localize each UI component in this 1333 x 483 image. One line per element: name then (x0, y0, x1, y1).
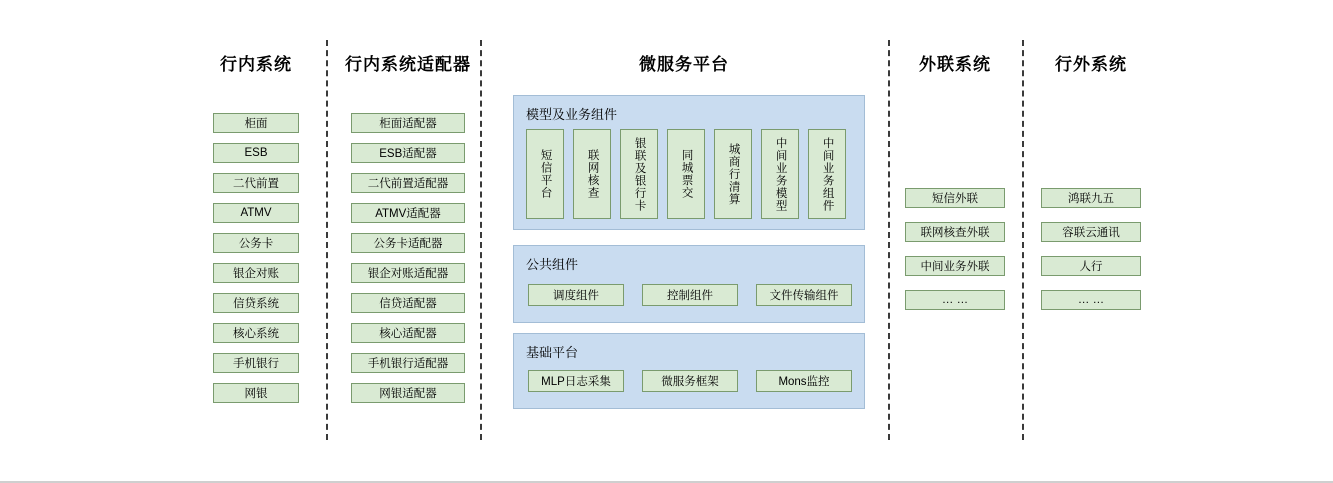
column-title-outside: 行外系统 (1055, 55, 1127, 74)
list-item[interactable]: 手机银行适配器 (351, 353, 465, 373)
list-item[interactable]: 银企对账适配器 (351, 263, 465, 283)
component-box[interactable]: 微服务框架 (642, 370, 738, 392)
list-item[interactable]: ATMV适配器 (351, 203, 465, 223)
outside-items-list (1026, 188, 1156, 310)
column-title-platform: 微服务平台 (639, 55, 729, 74)
list-item[interactable]: 信贷系统 (213, 293, 299, 313)
list-item[interactable]: 二代前置适配器 (351, 173, 465, 193)
component-box[interactable]: 同城票交 (667, 129, 705, 219)
list-item[interactable]: 公务卡适配器 (351, 233, 465, 253)
model-components-row (526, 129, 846, 219)
panel-title-base: 基础平台 (526, 345, 579, 360)
list-item[interactable]: … … (1041, 290, 1141, 310)
panel-title-model-business: 模型及业务组件 (526, 107, 618, 122)
list-item[interactable]: 短信外联 (905, 188, 1005, 208)
panel-base-platform (513, 333, 865, 409)
base-platform-row (528, 370, 852, 392)
list-item[interactable]: … … (905, 290, 1005, 310)
panel-title-common: 公共组件 (526, 257, 579, 272)
divider-1 (326, 40, 328, 440)
common-components-row (528, 284, 852, 306)
component-box[interactable]: Mons监控 (756, 370, 852, 392)
list-item[interactable]: 柜面 (213, 113, 299, 133)
list-item[interactable]: 网银 (213, 383, 299, 403)
internal-items-list (188, 113, 324, 403)
list-item[interactable]: 柜面适配器 (351, 113, 465, 133)
component-box[interactable]: 调度组件 (528, 284, 624, 306)
adapter-items-list (340, 113, 476, 403)
component-box[interactable]: 中间业务模型 (761, 129, 799, 219)
list-item[interactable]: 人行 (1041, 256, 1141, 276)
list-item[interactable]: 容联云通讯 (1041, 222, 1141, 242)
component-box[interactable]: 短信平台 (526, 129, 564, 219)
list-item[interactable]: 鸿联九五 (1041, 188, 1141, 208)
column-outside-systems (1026, 50, 1156, 324)
component-box[interactable]: 文件传输组件 (756, 284, 852, 306)
list-item[interactable]: 银企对账 (213, 263, 299, 283)
component-box[interactable]: 控制组件 (642, 284, 738, 306)
column-external-link-systems (890, 50, 1020, 324)
column-title-adapters: 行内系统适配器 (345, 55, 471, 74)
component-box[interactable]: 银联及银行卡 (620, 129, 658, 219)
component-box[interactable]: MLP日志采集 (528, 370, 624, 392)
column-title-internal: 行内系统 (220, 55, 292, 74)
column-internal-systems (188, 50, 324, 413)
column-title-external-link: 外联系统 (919, 55, 991, 74)
divider-2 (480, 40, 482, 440)
list-item[interactable]: 中间业务外联 (905, 256, 1005, 276)
list-item[interactable]: 核心系统 (213, 323, 299, 343)
column-adapters (340, 50, 476, 413)
column-microservice-platform (500, 50, 868, 75)
list-item[interactable]: 联网核查外联 (905, 222, 1005, 242)
panel-model-business-components (513, 95, 865, 230)
list-item[interactable]: 网银适配器 (351, 383, 465, 403)
component-box[interactable]: 城商行清算 (714, 129, 752, 219)
list-item[interactable]: 核心适配器 (351, 323, 465, 343)
external-link-items-list (890, 188, 1020, 310)
list-item[interactable]: 二代前置 (213, 173, 299, 193)
list-item[interactable]: ATMV (213, 203, 299, 223)
list-item[interactable]: 公务卡 (213, 233, 299, 253)
list-item[interactable]: ESB适配器 (351, 143, 465, 163)
divider-4 (1022, 40, 1024, 440)
list-item[interactable]: 手机银行 (213, 353, 299, 373)
list-item[interactable]: ESB (213, 143, 299, 163)
panel-common-components (513, 245, 865, 323)
component-box[interactable]: 联网核查 (573, 129, 611, 219)
list-item[interactable]: 信贷适配器 (351, 293, 465, 313)
component-box[interactable]: 中间业务组件 (808, 129, 846, 219)
